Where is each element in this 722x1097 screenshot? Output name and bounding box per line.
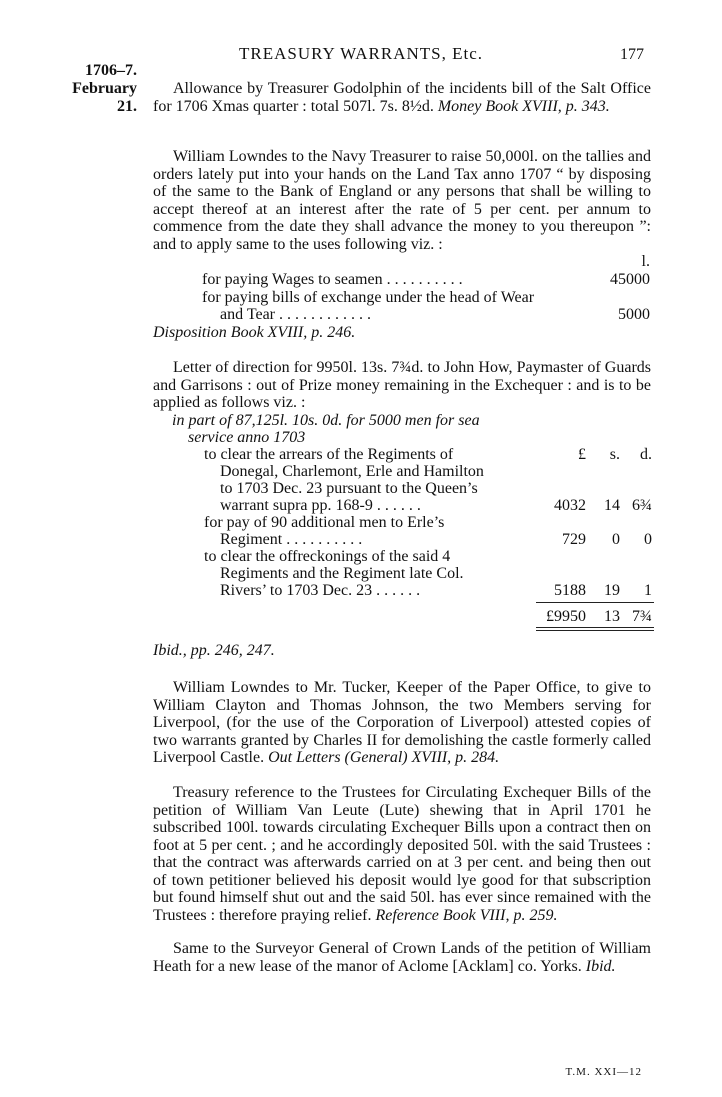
date-day: 21. [117,98,137,115]
amount-pounds: 5188 [554,582,586,599]
item-label: for paying Wages to seamen . . . . . . . . . . [202,271,463,288]
sub-heading: in part of 87,125l. 10s. 0d. for 5000 men for sea [172,412,480,429]
amount-shillings: 0 [612,531,620,548]
entry-paper-office [153,679,651,767]
total-double-rule [536,627,654,628]
entry-reference: Ibid. [585,957,616,975]
item-line: to clear the arrears of the Regiments of [204,446,454,463]
col-pounds: £ [578,446,586,463]
sub-heading-cont: service anno 1703 [188,429,306,446]
amount-pence: 6¾ [632,497,652,514]
entry-text: Treasury reference to the Trustees for Circulating Exchequer Bills of the petition of William Van Leute (Lute) shewing that in April 1701 he subscribed 100l. towards circulating Exchequer Bills upon a contract then on foot at 5 per cent. ; and he accordingly deposited 50l. with the said Trustees : that the contract was afterwards carried on at 3 per cent. and being then out of town petitioner believed his deposit would lye good for that subscription but found himself shut out and the said 50l. has ever since remained with the Trustees : therefore praying relief. [153,784,651,924]
item-line: for pay of 90 additional men to Erle’s [204,514,445,531]
col-pence: d. [640,446,652,463]
entry-reference: Ibid., pp. 246, 247. [153,642,275,659]
item-amount: 5000 [618,306,650,323]
item-amount: 45000 [610,271,650,288]
date-year: 1706–7. [85,62,137,79]
amount-pounds: 4032 [554,497,586,514]
item-line: Regiment . . . . . . . . . . [220,531,363,548]
signature-mark: T.M. XXI—12 [565,1066,642,1078]
entry-text: Allowance by Treasurer Godolphin of the incidents bill of the Salt Office for 1706 Xmas quarter : total 507l. 7s. 8½d. [153,80,651,115]
entry-salt-office [153,80,651,115]
item-label-cont: and Tear . . . . . . . . . . . . [220,306,371,323]
entry-text: William Lowndes to the Navy Treasurer to raise 50,000l. on the tallies and orders lately put into your hands on the Land Tax anno 1707 “ by disposing of the same to the Bank of England or any persons that shall be willing to accept thereof at an interest after the rate of 5 per cent. per annum to commence from the date they shall advance the money to you thereupon ”: and to apply same to the uses following viz. : [153,148,651,253]
entry-navy-treasurer [153,148,651,253]
item-line: to clear the offreckonings of the said 4 [204,548,451,565]
entry-exchequer-bills [153,784,651,924]
amount-pence: 1 [644,582,652,599]
entry-text: Letter of direction for 9950l. 13s. 7¾d. to John How, Paymaster of Guards and Garrisons : out of Prize money remaining in the Exchequer : and is to be applied as follows viz. : [153,359,651,411]
item-line: Regiments and the Regiment late Col. [220,565,464,582]
col-shillings: s. [609,446,620,463]
entry-text: Same to the Surveyor General of Crown Lands of the petition of William Heath for a new lease of the manor of Aclome [Acklam] co. Yorks. [153,940,651,975]
entry-letter-direction [153,359,651,412]
entry-reference: Disposition Book XVIII, p. 246. [153,324,356,341]
entry-crown-lands [153,940,651,975]
item-line: warrant supra pp. 168-9 . . . . . . [220,497,421,514]
running-title: TREASURY WARRANTS, Etc. [238,44,484,63]
item-line: Donegal, Charlemont, Erle and Hamilton [220,463,484,480]
amount-pence: 0 [644,531,652,548]
item-line: Rivers’ to 1703 Dec. 23 . . . . . . [220,582,421,599]
unit-label: l. [641,253,650,270]
entry-text: William Lowndes to Mr. Tucker, Keeper of the Paper Office, to give to William Clayton and Thomas Johnson, the two Members serving for Liverpool, (for the use of the Corporation of Liverpool) attested copies of two warrants granted by Charles II for demolishing the castle formerly called Liverpool Castle. [153,679,651,766]
amount-pounds: 729 [562,531,586,548]
amount-shillings: 14 [604,497,620,514]
item-line: to 1703 Dec. 23 pursuant to the Queen’s [220,480,478,497]
amount-shillings: 19 [604,582,620,599]
total-double-rule [536,630,654,631]
date-month: February [72,80,137,97]
entry-reference: Money Book XVIII, p. 343. [437,97,610,115]
margin-date [55,62,137,116]
page-number: 177 [620,46,644,63]
total-rule [536,602,654,603]
total-shillings: 13 [604,608,620,625]
total-pounds: £9950 [546,608,586,625]
entry-reference: Reference Book VIII, p. 259. [375,906,558,924]
total-pence: 7¾ [632,608,652,625]
item-label: for paying bills of exchange under the head of Wear [202,289,535,306]
entry-reference: Out Letters (General) XVIII, p. 284. [268,749,500,766]
